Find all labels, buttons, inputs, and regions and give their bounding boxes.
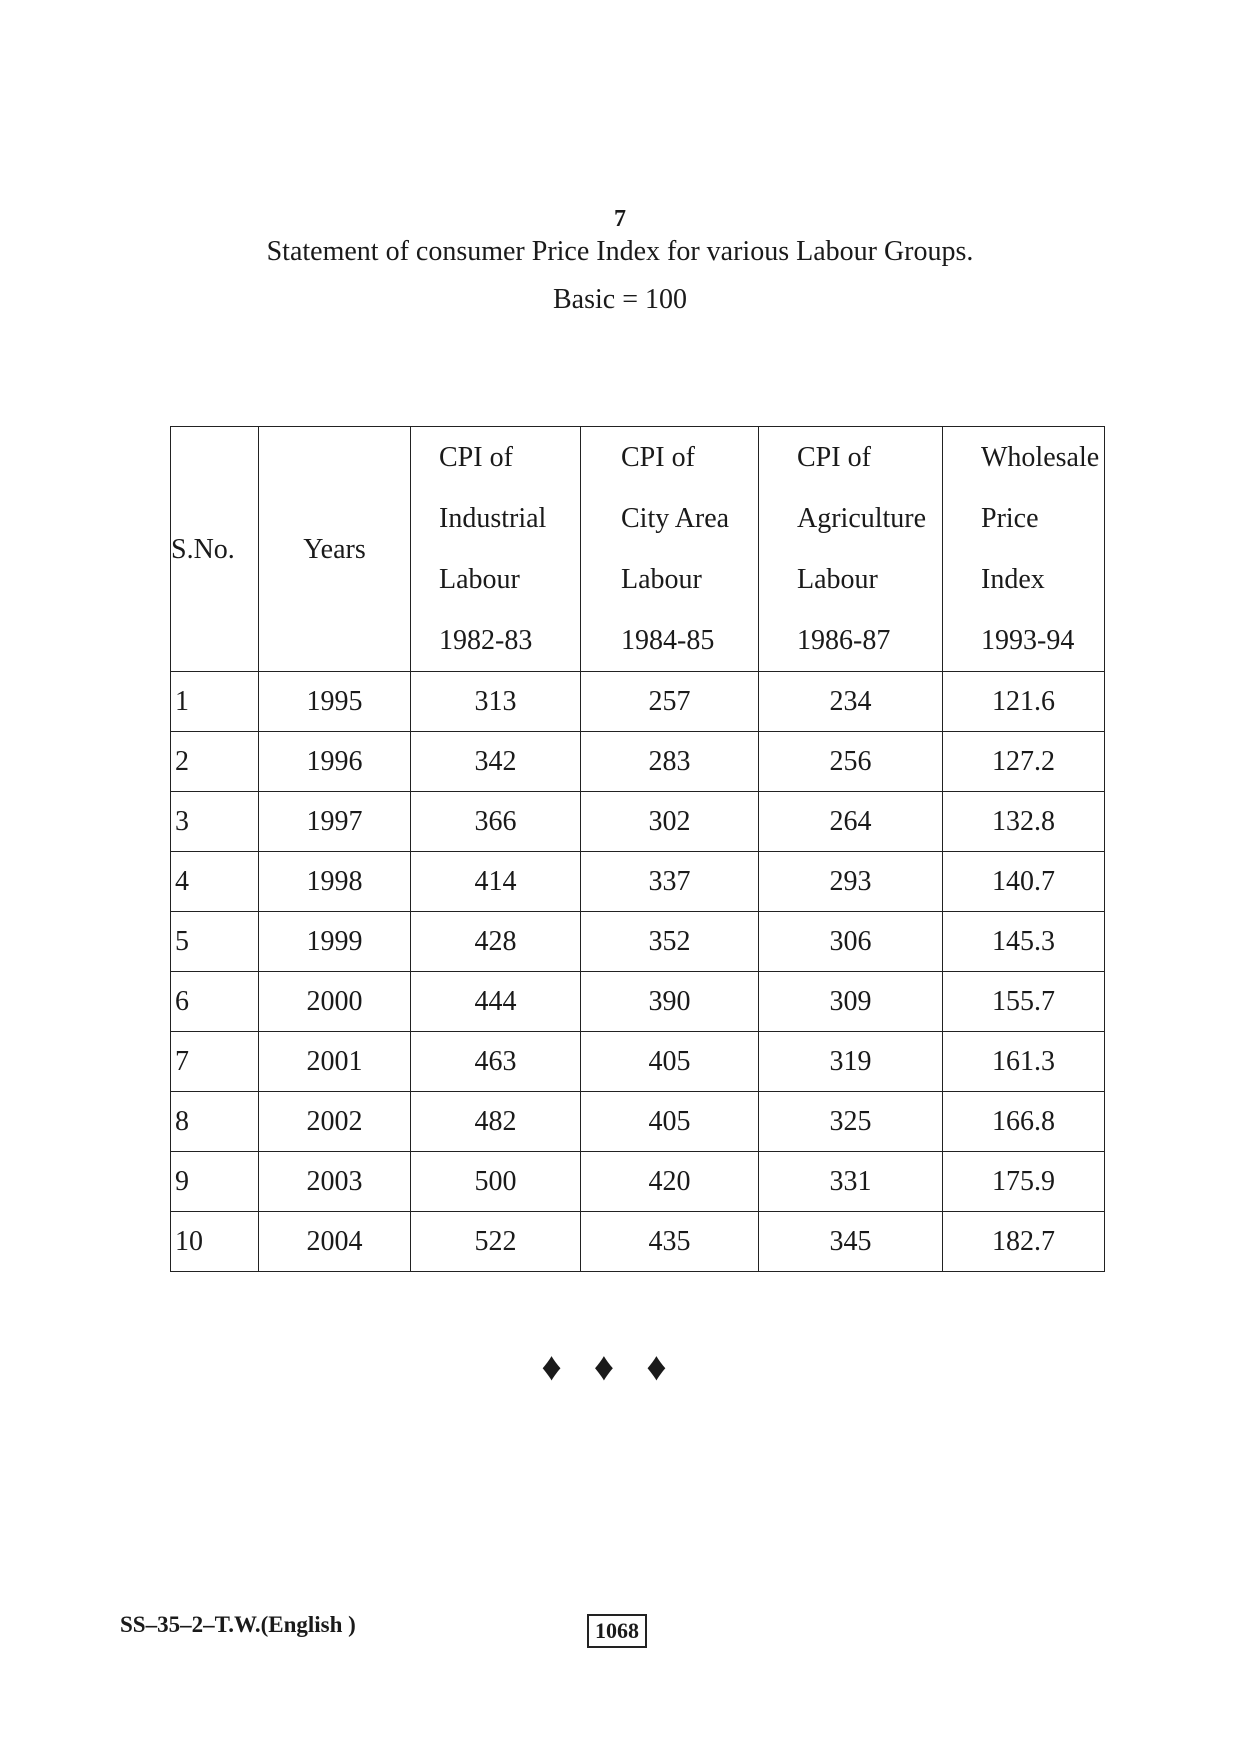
ornament-divider (0, 1343, 1240, 1390)
cell-year: 2001 (259, 1032, 411, 1092)
header-line: Industrial (439, 503, 547, 534)
cell-cpi-city-area: 352 (581, 912, 759, 972)
cell-year: 2003 (259, 1152, 411, 1212)
table-row (171, 732, 1105, 792)
cell-wholesale-price-index: 132.8 (943, 792, 1105, 852)
header-cpi-city-area (581, 427, 759, 672)
cell-cpi-city-area: 390 (581, 972, 759, 1032)
header-line: CPI of (621, 442, 695, 473)
cell-wholesale-price-index: 182.7 (943, 1212, 1105, 1272)
cell-sno: 3 (171, 792, 259, 852)
cell-year: 1996 (259, 732, 411, 792)
cell-wholesale-price-index: 121.6 (943, 672, 1105, 732)
cell-sno: 8 (171, 1092, 259, 1152)
cell-cpi-city-area: 257 (581, 672, 759, 732)
diamond-icon: ♦ (593, 1344, 647, 1389)
header-sno (171, 427, 259, 672)
cell-cpi-city-area: 302 (581, 792, 759, 852)
header-line: S.No. (171, 533, 235, 565)
header-line: Index (981, 564, 1045, 595)
cell-cpi-agriculture: 306 (759, 912, 943, 972)
table-row (171, 1152, 1105, 1212)
header-line: CPI of (797, 442, 871, 473)
cell-cpi-agriculture: 345 (759, 1212, 943, 1272)
table-row (171, 1092, 1105, 1152)
cell-cpi-agriculture: 234 (759, 672, 943, 732)
header-years (259, 427, 411, 672)
table-body (171, 672, 1105, 1272)
cell-cpi-city-area: 405 (581, 1032, 759, 1092)
cell-year: 2000 (259, 972, 411, 1032)
cell-sno: 4 (171, 852, 259, 912)
cell-cpi-agriculture: 331 (759, 1152, 943, 1212)
table-row (171, 1032, 1105, 1092)
cell-cpi-agriculture: 325 (759, 1092, 943, 1152)
cell-cpi-industrial: 522 (411, 1212, 581, 1272)
table-row (171, 672, 1105, 732)
header-line: 1984-85 (621, 625, 715, 656)
table-row (171, 852, 1105, 912)
cell-year: 1997 (259, 792, 411, 852)
cell-wholesale-price-index: 155.7 (943, 972, 1105, 1032)
cell-sno: 2 (171, 732, 259, 792)
cell-cpi-agriculture: 309 (759, 972, 943, 1032)
table-row (171, 792, 1105, 852)
header-wholesale-price-index (943, 427, 1105, 672)
cell-cpi-city-area: 405 (581, 1092, 759, 1152)
cell-cpi-industrial: 313 (411, 672, 581, 732)
cell-cpi-industrial: 366 (411, 792, 581, 852)
cell-cpi-agriculture: 256 (759, 732, 943, 792)
header-line: Wholesale (981, 442, 1100, 473)
cell-wholesale-price-index: 175.9 (943, 1152, 1105, 1212)
header-cpi-agriculture (759, 427, 943, 672)
cell-cpi-city-area: 420 (581, 1152, 759, 1212)
cell-year: 1999 (259, 912, 411, 972)
cell-cpi-agriculture: 293 (759, 852, 943, 912)
cell-sno: 1 (171, 672, 259, 732)
cell-cpi-agriculture: 319 (759, 1032, 943, 1092)
cell-wholesale-price-index: 140.7 (943, 852, 1105, 912)
footer-page-number: 1068 (587, 1614, 647, 1648)
cell-wholesale-price-index: 161.3 (943, 1032, 1105, 1092)
cell-sno: 9 (171, 1152, 259, 1212)
table-row (171, 1212, 1105, 1272)
cell-cpi-city-area: 435 (581, 1212, 759, 1272)
diamond-icon: ♦ (541, 1344, 594, 1389)
footer-document-code: SS–35–2–T.W.(English ) (120, 1612, 356, 1637)
cell-cpi-industrial: 414 (411, 852, 581, 912)
cell-sno: 6 (171, 972, 259, 1032)
cell-sno: 10 (171, 1212, 259, 1272)
document-title: Statement of consumer Price Index for various Labour Groups. (266, 236, 974, 267)
header-line: Labour (797, 564, 878, 595)
header-line: City Area (621, 503, 730, 534)
page-number: 7 (614, 206, 626, 232)
cell-cpi-city-area: 337 (581, 852, 759, 912)
index-basis: Basic = 100 (553, 284, 687, 315)
cell-cpi-industrial: 463 (411, 1032, 581, 1092)
table-header-row (171, 427, 1105, 672)
cell-wholesale-price-index: 166.8 (943, 1092, 1105, 1152)
header-line: Years (303, 533, 366, 565)
cell-sno: 5 (171, 912, 259, 972)
cell-cpi-industrial: 444 (411, 972, 581, 1032)
header-cpi-industrial (411, 427, 581, 672)
cell-year: 2002 (259, 1092, 411, 1152)
cell-wholesale-price-index: 127.2 (943, 732, 1105, 792)
header-line: 1986-87 (797, 625, 891, 656)
cell-cpi-industrial: 428 (411, 912, 581, 972)
header-line: Labour (439, 564, 520, 595)
cell-cpi-industrial: 482 (411, 1092, 581, 1152)
cell-cpi-industrial: 342 (411, 732, 581, 792)
cell-cpi-agriculture: 264 (759, 792, 943, 852)
cell-cpi-city-area: 283 (581, 732, 759, 792)
diamond-icon: ♦ (646, 1344, 699, 1389)
cpi-table (170, 426, 1105, 1272)
cell-year: 1995 (259, 672, 411, 732)
header-line: Labour (621, 564, 702, 595)
header-line: Agriculture (797, 503, 927, 534)
cell-wholesale-price-index: 145.3 (943, 912, 1105, 972)
header-line: Price (981, 503, 1039, 534)
header-line: 1993-94 (981, 625, 1075, 656)
cell-year: 1998 (259, 852, 411, 912)
table-row (171, 912, 1105, 972)
header-line: CPI of (439, 442, 513, 473)
cell-sno: 7 (171, 1032, 259, 1092)
cell-cpi-industrial: 500 (411, 1152, 581, 1212)
table-row (171, 972, 1105, 1032)
header-line: 1982-83 (439, 625, 533, 656)
cell-year: 2004 (259, 1212, 411, 1272)
